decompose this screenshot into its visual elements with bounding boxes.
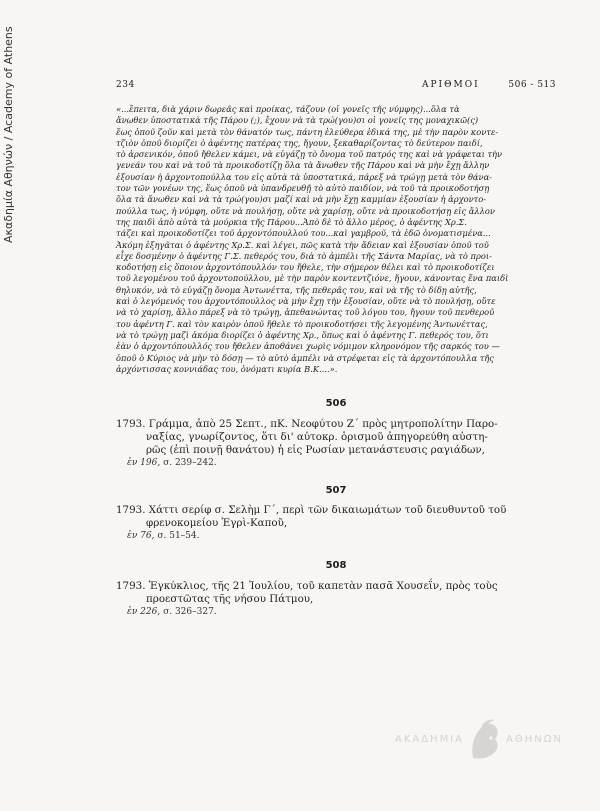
quote-line: ἀρχόντισσας κοννιάδας του, ὀνόματι κυρία Β.Κ....». <box>116 363 338 374</box>
quote-line: τάζει καὶ προικοδοτίζει τοῦ ἀρχοντόπουλλού του...καὶ γαμβροῦ, τὰ ἐδῶ ὀνοματισμένα... <box>116 228 491 239</box>
entry-line: 1793. Γράμμα, ἀπὸ 25 Σεπτ., πΚ. Νεοφύτου Ζ΄ πρὸς μητροπολίτην Παρο- <box>116 418 498 431</box>
entry-507 <box>116 485 556 542</box>
entry-line: ρῶς (ἐπὶ ποινῇ θανάτου) ἡ εἰς Ρωσίαν μετανάστευσις ραγιάδων, <box>146 444 485 457</box>
entry-line: 1793. Χάττι σερίφ σ. Σελὴμ Γ΄, περὶ τῶν δικαιωμάτων τοῦ διευθυντοῦ τοῦ <box>116 504 507 517</box>
entry-text <box>116 504 556 530</box>
quote-line: ἄνωθεν ὑποστατικὰ τῆς Πάρου (;), ἔχουν νὰ τὰ τρώ(γου)σι οἱ γονεῖς της μοναχικῶ(ς) <box>116 115 479 126</box>
quote-line: τον τῶν γονέων της, ἕως ὁποῦ νὰ ὑπανδρευθῇ τὸ αὐτὸ παιδίον, νὰ τοῦ τὰ προικοδοτήσῃ <box>116 183 490 194</box>
quote-line: θηλυκόν, νὰ τὸ εὐγάζῃ ὄνομα Ἀντωνέττα, τῆς πεθερᾶς του, καὶ νὰ τῆς τὸ δίδῃ αὐτῆς, <box>116 284 477 295</box>
entry-reference <box>116 457 556 469</box>
entry-line: 1793. Ἐγκύκλιος, τῆς 21 Ἰουλίου, τοῦ καπετὰν πασᾶ Χουσεΐν, πρὸς τοὺς <box>116 580 498 593</box>
section-title: ΑΡΙΘΜΟΙ <box>422 80 480 90</box>
entry-reference <box>116 530 556 542</box>
entry-text <box>116 418 556 457</box>
entry-number: 508 <box>325 560 347 572</box>
running-head <box>116 80 556 94</box>
quote-line: τζιὸν ὁποῦ διορίζει ὁ ἀφέντης πατέρας της, ἤγουν, ξεκαθαρίζοντας τὸ δεύτερον παιδί, <box>116 137 483 148</box>
quote-line: ἕως ὁποῦ ζοῦν καὶ μετὰ τὸν θάνατόν τως, πάντη ἐλεύθερα ἐδικά της, μὲ τὴν παρὸν κοντε- <box>116 126 499 137</box>
entry-ref-pages: σ. 326–327. <box>163 607 217 618</box>
quote-line: νὰ τὸ χαρίσῃ, ἄλλο πάρεξ νὰ τὸ τρώγῃ, ἀπεθανώντας τοῦ λόγου του, ἤγουν τοῦ πενθεροῦ <box>116 307 495 318</box>
entry-line: φρενοκομείου Ἐγρὶ-Καποῦ, <box>146 517 288 530</box>
quote-line: καὶ ὁ λεγόμενός του ἀρχοντόπουλλος νὰ μὴν ἔχῃ τὴν ἐξουσίαν, οὔτε νὰ τὸ πουλήσῃ, οὔτε <box>116 296 496 307</box>
entry-number: 507 <box>325 485 347 497</box>
watermark-left-text: ΑΚΑΔΗΜΙΑ <box>395 734 465 745</box>
entry-reference <box>116 606 556 618</box>
quote-line: κοδοτήσῃ εἰς ὅποιον ἀρχοντόπουλλόν του ἤθελε, τὴν σήμερον θέλει καὶ τὸ προικοδοτίζει <box>116 262 495 273</box>
quote-line: ὅλα τὰ ἄνωθεν καὶ νὰ τὰ τρώ(γου)σι μαζί καὶ νὰ μὴν ἔχῃ καμμίαν ἐξουσίαν ἡ ἀρχοντο- <box>116 194 487 205</box>
quote-line: της παιδὶ ἀπὸ αὐτὰ τὰ μούρκια τῆς Πάρου...Ἀπὸ δὲ τὸ ἄλλο μέρος, ὁ ἀφέντης Χρ.Σ. <box>116 216 467 227</box>
entry-number: 506 <box>325 398 347 410</box>
quote-line: τοῦ λεγομένου τοῦ ἀρχοντοπούλλου, μὲ τὴν παρὸν κοντεντζιόνε, ἤγουν, κάνοντας ἕνα παιδὶ <box>116 273 509 284</box>
quote-line: του ἀφέντη Γ. καὶ τὸν καιρὸν ὁποῦ ἤθελε τὸ προικοδοτήσει τῆς λεγομένης Ἀντωνέττας, <box>116 318 488 329</box>
quote-line: εἶχε δοσμένην ὁ ἀφέντης Γ.Σ. πεθερός του, διὰ τὸ ἀμπέλι τῆς Σάντα Μαρίας, νὰ τὸ προι- <box>116 250 492 261</box>
entry-ref-pages: σ. 51–54. <box>157 531 200 542</box>
quote-line: ἐξουσίαν ἡ ἀρχοντοπούλλα του εἰς αὐτὰ τὰ ὑποστατικά, πάρεξ νὰ τρώγῃ μετὰ τὸν θάνα- <box>116 171 492 182</box>
quote-line: τὸ ἀρσενικόν, ὁποῦ ἤθελεν κάμει, νὰ εὐγάζῃ τὸ ὄνομα τοῦ πατρός της καὶ νὰ γράφεται τὴν <box>116 149 503 160</box>
entry-ref-volume: ἐν 226, <box>127 607 161 618</box>
quote-line: νὰ τὸ τρώγῃ μαζὶ ἀκόμα διορίζει ὁ ἀφέντης Χρ., ὅπως καὶ ὁ ἀφέντης Γ. πεθερός του, ὅτι <box>116 329 489 340</box>
quote-line: Ἀκόμη ἐξηγᾶται ὁ ἀφέντης Χρ.Σ. καὶ λέγει, πῶς κατὰ τὴν ἄδειαν καὶ ἐξουσίαν ὁποῦ τοῦ <box>116 239 489 250</box>
quote-line: γενεάν του καὶ νὰ τοῦ τὰ προικοδοτίζῃ ὅλα τὰ ἄνωθεν τῆς Πάρου καὶ νὰ μὴν ἔχῃ ἄλλην <box>116 160 490 171</box>
athena-head-icon <box>465 718 505 764</box>
quote-line: ἐὰν ὁ ἀρχοντόπουλλός του ἤθελεν ἀποθάνει χωρὶς νόμιμον κληρονόμον τῆς σαρκός του — <box>116 341 500 352</box>
entry-text <box>116 580 556 606</box>
entry-ref-pages: σ. 239–242. <box>163 458 217 469</box>
side-archive-label: Ακαδημία Αθηνών / Academy of Athens <box>2 26 15 243</box>
entry-ref-volume: ἐν 76, <box>127 531 155 542</box>
quote-line: «...ἔπειτα, διὰ χάριν δωρεᾶς καὶ προίκας, τάζουν (οἱ γονεῖς τῆς νύμφης)...ὅλα τὰ <box>116 104 460 114</box>
entry-506 <box>116 398 556 469</box>
page-content <box>116 80 556 618</box>
entry-line: ναξίας, γνωρίζοντος, ὅτι δι' αὐτοκρ. ὁρισμοῦ ἀπηγορεύθη αὐστη- <box>146 431 488 444</box>
academy-watermark <box>395 716 563 766</box>
entry-508 <box>116 560 556 618</box>
quote-line: πούλλα τως, ἡ νύμφη, οὔτε νὰ πουλήσῃ, οὔτε νὰ χαρίσῃ, οὔτε νὰ προικοδοτήσῃ εἰς ἄλλον <box>116 205 495 216</box>
entry-ref-volume: ἐν 196, <box>127 458 161 469</box>
quote-block <box>116 104 556 375</box>
page-number: 234 <box>116 80 135 90</box>
quote-line: ὁποῦ ὁ Κύριος νὰ μὴν τὸ δόσῃ — τὸ αὐτὸ ἀμπέλι νὰ στρέφεται εἰς τὰ ἀρχοντόπουλλα τῆς <box>116 352 494 363</box>
watermark-right-text: ΑΘΗΝΩΝ <box>506 734 563 745</box>
entry-line: προεστῶτας τῆς νήσου Πάτμου, <box>146 593 314 606</box>
entry-range: 506 - 513 <box>508 80 556 90</box>
